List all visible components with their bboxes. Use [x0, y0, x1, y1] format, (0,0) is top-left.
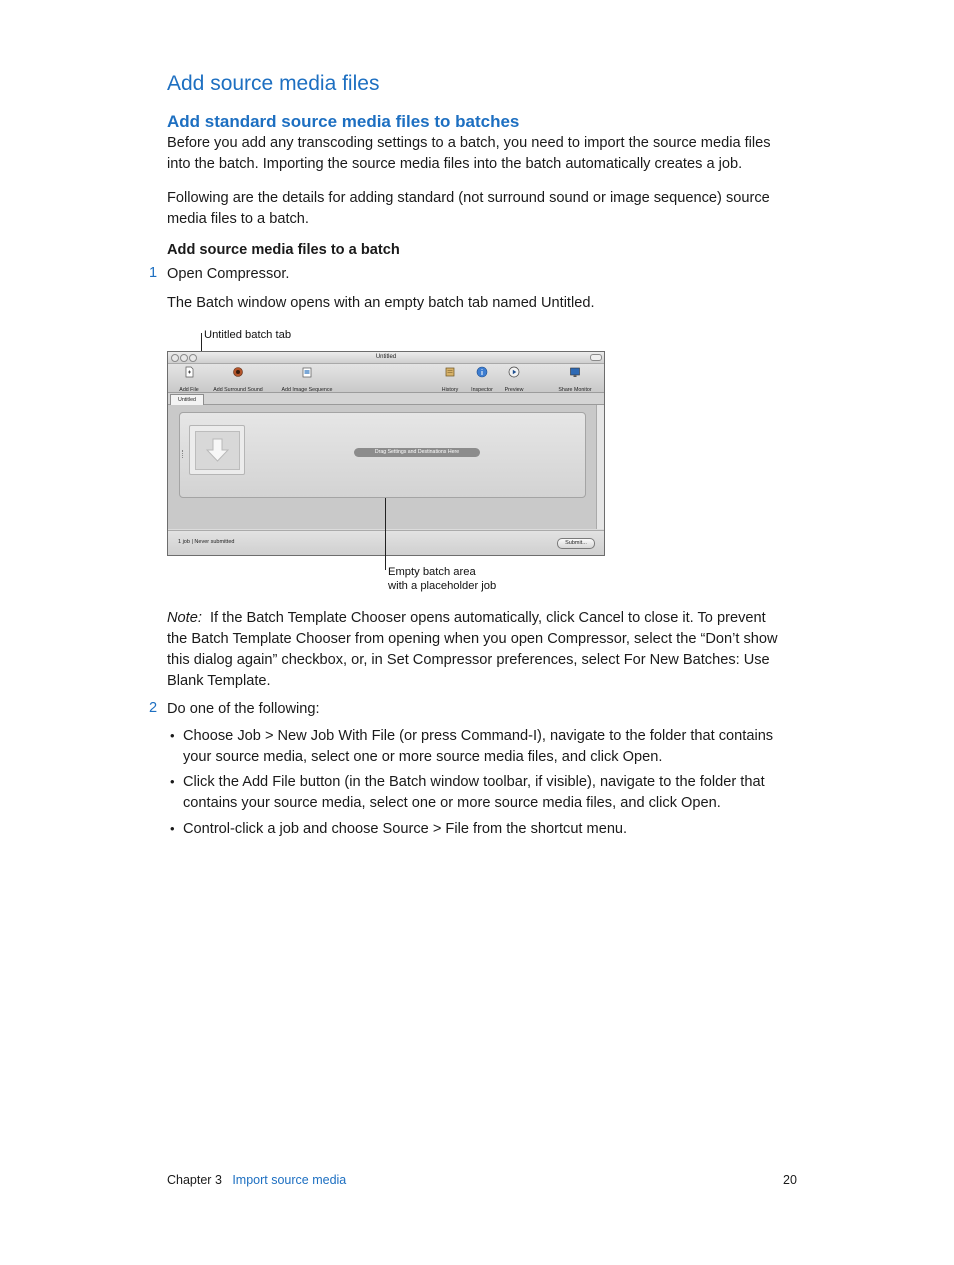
history-icon [444, 366, 456, 378]
add-surround-sound-button: Add Surround Sound [206, 365, 270, 394]
toolbar-toggle-icon [590, 354, 602, 361]
add-image-sequence-button: Add Image Sequence [272, 365, 342, 394]
bullet-2-dot: • [170, 774, 175, 789]
bullet-2-text: Click the Add File button (in the Batch window toolbar, if visible), navigate to the folder that contains your source media, select one or more source media files, and click Open. [183, 774, 765, 811]
callout-empty-batch-area: Empty batch area with a placeholder job [388, 566, 497, 592]
window-toolbar [168, 364, 604, 393]
status-bar [168, 530, 604, 556]
preview-button: Preview [500, 365, 528, 394]
details-paragraph: Following are the details for adding standard (not surround sound or image sequence) source media files to a batch. [167, 190, 770, 227]
note-paragraph [167, 608, 787, 692]
batch-tab-bar [168, 393, 604, 405]
add-file-button: Add File [174, 365, 204, 394]
submit-button: Submit... [557, 538, 595, 549]
bullet-3-dot: • [170, 821, 175, 836]
placeholder-job [179, 412, 586, 498]
arrow-down-icon [196, 432, 239, 469]
section-heading: Add standard source media files to batches [167, 112, 520, 131]
callout-line-batch-area [385, 498, 386, 570]
window-titlebar [168, 352, 604, 364]
drag-settings-hint: Drag Settings and Destinations Here [354, 448, 480, 457]
tab-untitled: Untitled [170, 394, 204, 405]
step-1-text: Open Compressor. [167, 266, 290, 282]
batch-area [168, 405, 596, 529]
source-drop-well [189, 425, 245, 475]
callout-untitled-tab: Untitled batch tab [204, 329, 292, 341]
add-file-icon [183, 366, 195, 378]
share-monitor-icon [569, 366, 581, 378]
intro-paragraph: Before you add any transcoding settings to a batch, you need to import the source media files into the batch. Importing the source media files into the batch automatically creates a job. [167, 135, 771, 172]
page-title: Add source media files [167, 72, 380, 95]
inspector-icon [476, 366, 488, 378]
bullet-1-text: Choose Job > New Job With File (or press Command-I), navigate to the folder that contains your source media, select one or more source media files, and click Open. [183, 728, 774, 765]
step-2-text: Do one of the following: [167, 701, 320, 717]
batch-scrollbar [596, 405, 605, 529]
footer-chapter-link[interactable]: Import source media [232, 1173, 347, 1187]
bullet-1-dot: • [170, 728, 175, 743]
history-button: History [436, 365, 464, 394]
note-text: If the Batch Template Chooser opens automatically, click Cancel to close it. To prevent the Batch Template Chooser from opening when you open Compressor, select the “Don’t show this dialog again” checkbox, or, in Set Compressor preferences, select For New Batches: Use Blank Template. [167, 610, 778, 689]
step-number-1: 1 [149, 265, 158, 281]
task-heading: Add source media files to a batch [167, 242, 400, 258]
share-monitor-button: Share Monitor [552, 365, 598, 394]
job-status: 1 job | Never submitted [178, 539, 235, 545]
play-icon [508, 366, 520, 378]
image-sequence-icon [301, 366, 313, 378]
step-1-result: The Batch window opens with an empty batch tab named Untitled. [167, 295, 595, 311]
inspector-button: Inspector [466, 365, 498, 394]
window-title: Untitled [375, 354, 397, 360]
batch-window-screenshot [167, 351, 605, 556]
surround-sound-icon [232, 366, 244, 378]
bullet-3-text: Control-click a job and choose Source > File from the shortcut menu. [183, 821, 628, 837]
step-number-2: 2 [149, 700, 158, 716]
grip-icon [182, 450, 186, 458]
note-label: Note: [167, 610, 202, 626]
page-number: 20 [783, 1173, 797, 1187]
footer-chapter: Chapter 3 Import source media [167, 1173, 347, 1187]
